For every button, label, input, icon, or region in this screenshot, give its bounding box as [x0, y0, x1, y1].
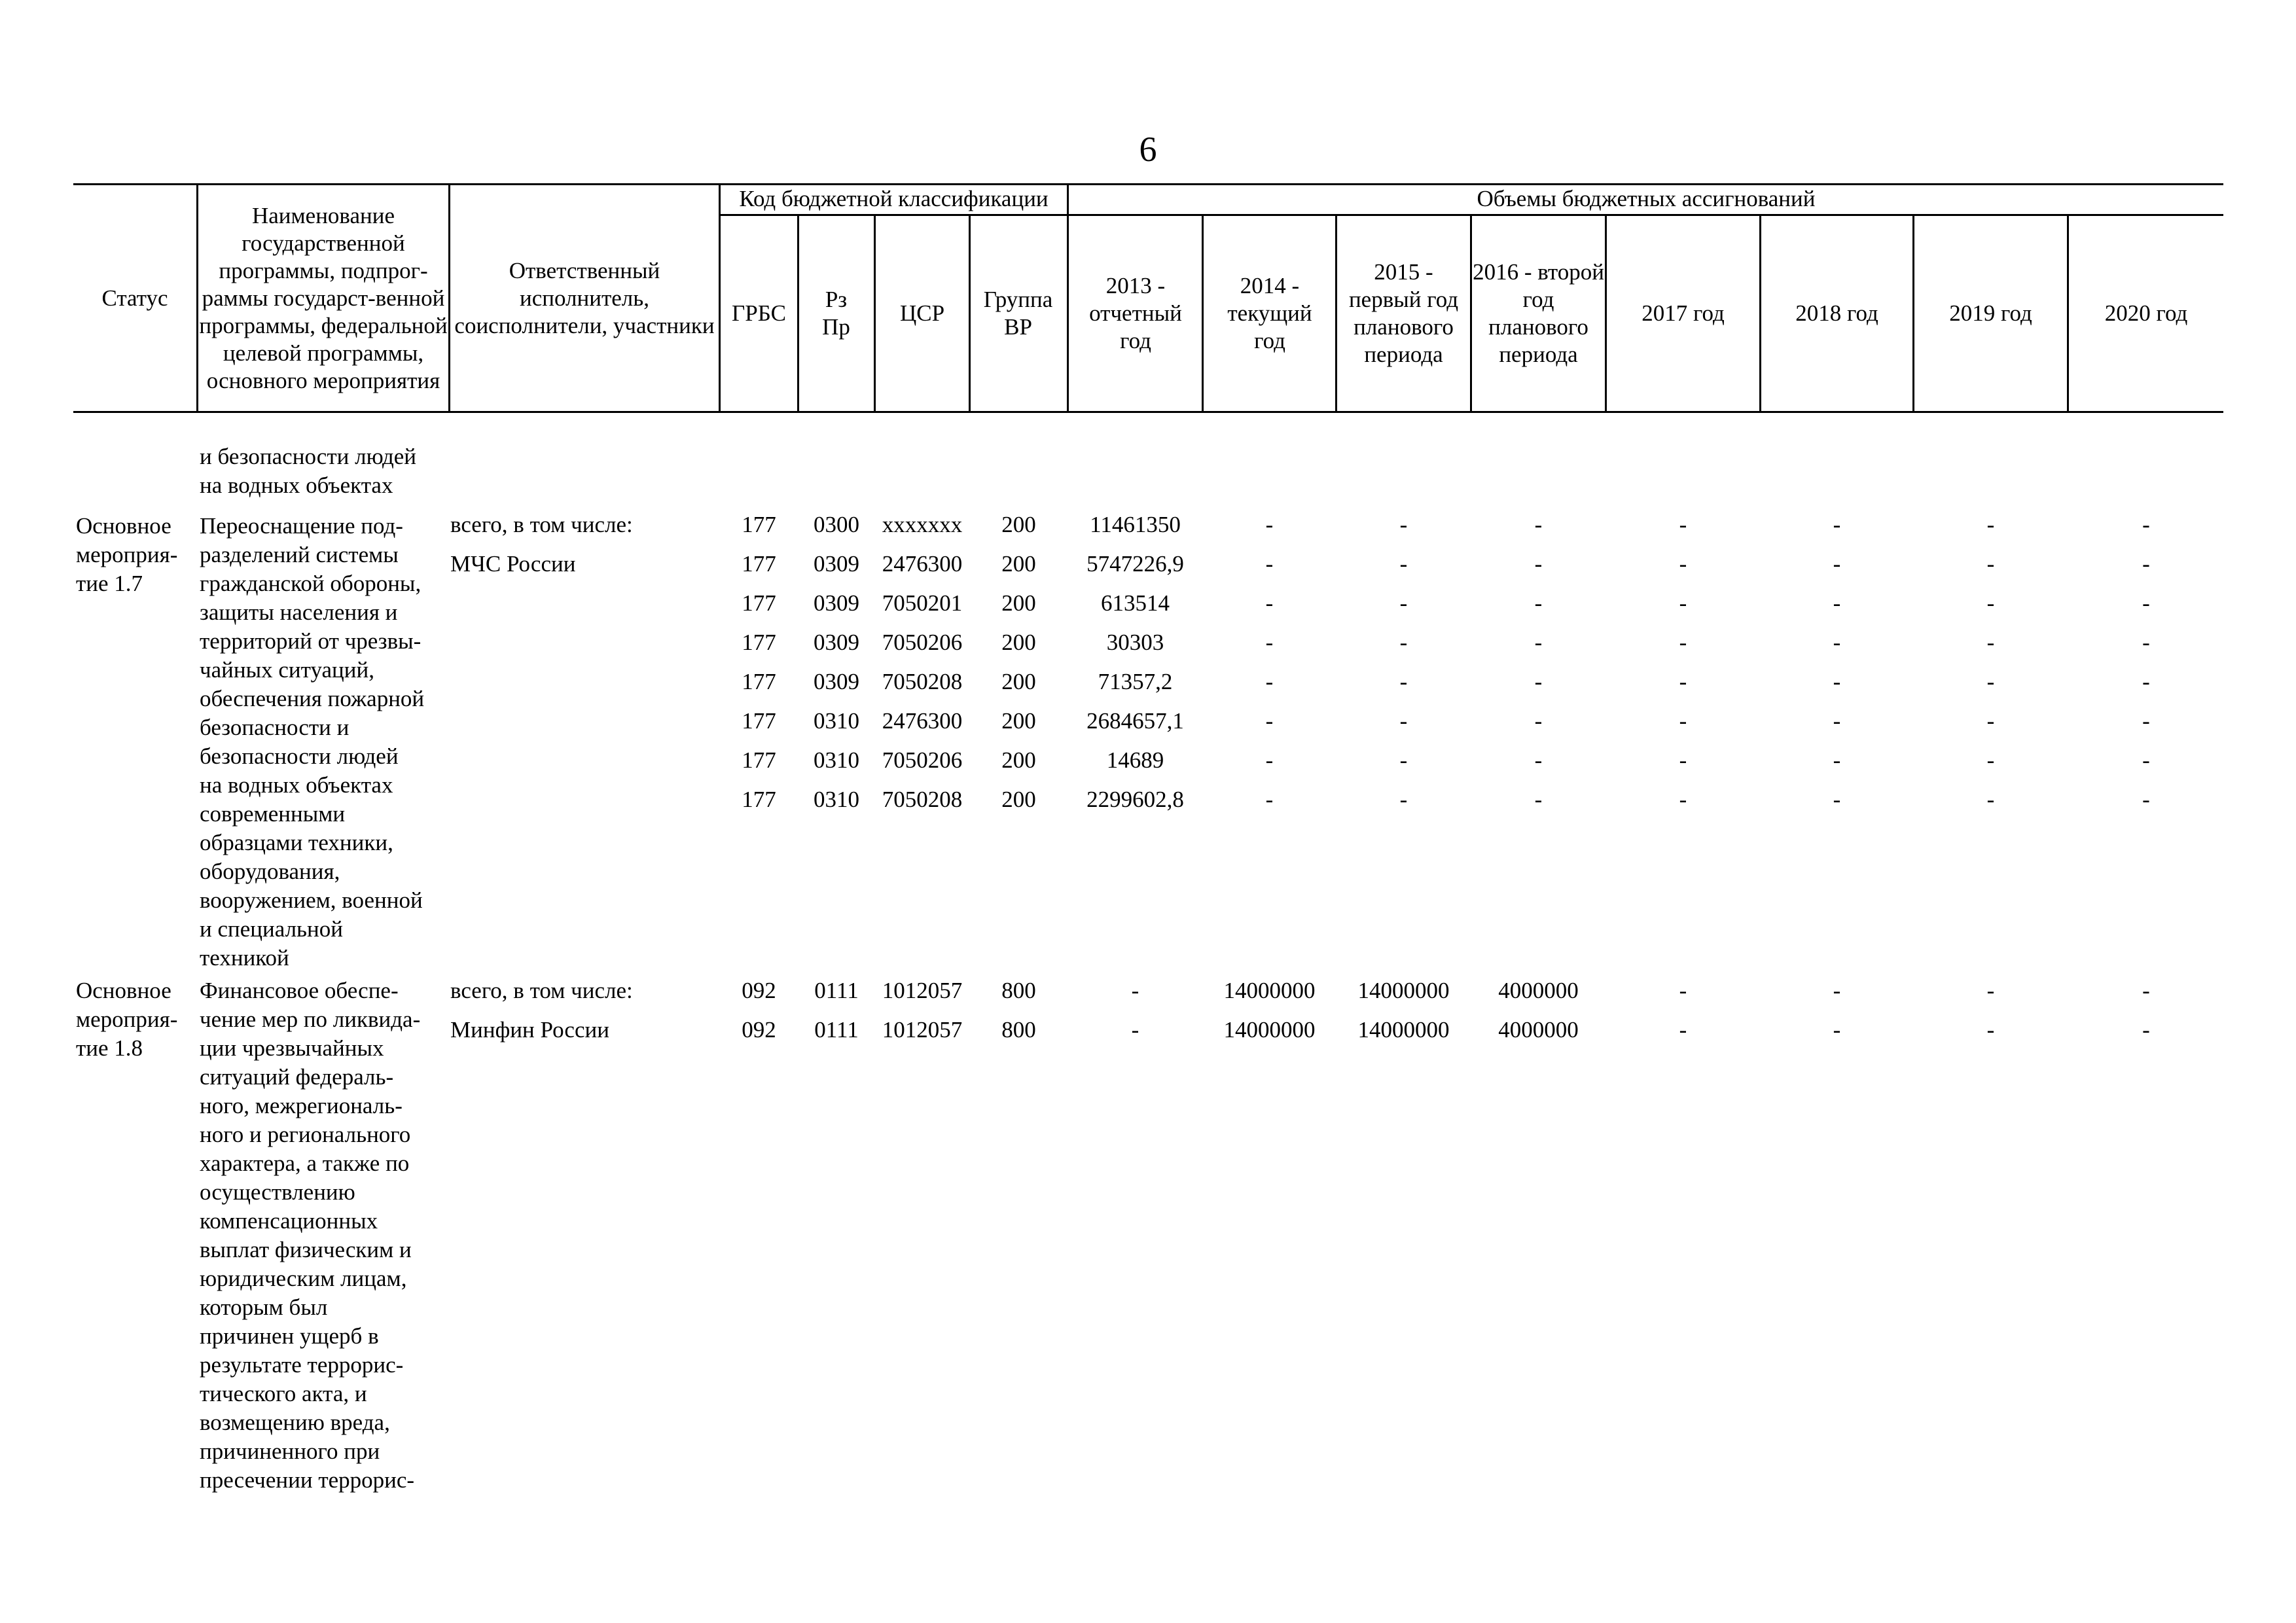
y2013-cell: 14689	[1106, 747, 1164, 773]
vr-cell: 800	[1001, 1017, 1036, 1043]
y2013-cell: -	[1131, 978, 1139, 1003]
section-name: Финансовое обеспе- чение мер по ликвида- ции чрезвычайных ситуаций федераль- ного, межрегиональ- ного и регионального характера, а также по осуществлению компенсационных выплат физическим и юридическим лицам, которым был причинен ущерб в результате террорис- тического акта, и возмещению вреда, причиненного при пресечении террорис-	[200, 978, 421, 1493]
y2013-cell: 2684657,1	[1086, 708, 1184, 734]
y2015-cell: -	[1399, 512, 1408, 537]
responsible-cell: всего, в том числе:	[450, 512, 633, 537]
y2013-cell: 613514	[1101, 590, 1170, 616]
y2015-cell: -	[1399, 747, 1408, 773]
grbs-cell: 177	[742, 630, 776, 655]
y2015-cell: -	[1399, 590, 1408, 616]
header-divider	[969, 214, 971, 412]
y2020-cell: -	[2142, 669, 2150, 694]
header-y2017: 2017 год	[1641, 300, 1725, 326]
page-number: 6	[1139, 130, 1157, 169]
y2016-cell: -	[1534, 708, 1543, 734]
y2013-cell: -	[1131, 1017, 1139, 1043]
header-y2020: 2020 год	[2104, 300, 2188, 326]
responsible-cell: всего, в том числе:	[450, 978, 633, 1003]
y2016-cell: -	[1534, 590, 1543, 616]
y2016-cell: -	[1534, 787, 1543, 812]
y2019-cell: -	[1986, 978, 1995, 1003]
header-rzpr: Рз Пр	[822, 287, 850, 340]
vr-cell: 200	[1001, 669, 1036, 694]
grbs-cell: 092	[742, 978, 776, 1003]
y2016-cell: -	[1534, 512, 1543, 537]
y2019-cell: -	[1986, 747, 1995, 773]
y2017-cell: -	[1679, 551, 1687, 577]
y2013-cell: 71357,2	[1098, 669, 1173, 694]
rzpr-cell: 0310	[814, 747, 859, 773]
continuation-text: и безопасности людей на водных объектах	[200, 444, 417, 498]
y2013-cell: 2299602,8	[1086, 787, 1184, 812]
header-volumes-group: Объемы бюджетных ассигнований	[1477, 186, 1816, 211]
y2020-cell: -	[2142, 551, 2150, 577]
vr-cell: 200	[1001, 551, 1036, 577]
rzpr-cell: 0310	[814, 708, 859, 734]
section-status: Основное мероприя- тие 1.7	[76, 513, 178, 596]
y2018-cell: -	[1833, 978, 1841, 1003]
header-status: Статус	[101, 285, 168, 311]
header-csr: ЦСР	[899, 300, 945, 326]
y2020-cell: -	[2142, 787, 2150, 812]
y2018-cell: -	[1833, 551, 1841, 577]
csr-cell: 7050206	[882, 630, 963, 655]
rzpr-cell: 0111	[814, 978, 859, 1003]
y2020-cell: -	[2142, 512, 2150, 537]
grbs-cell: 177	[742, 590, 776, 616]
y2020-cell: -	[2142, 747, 2150, 773]
header-y2016: 2016 - второй год планового периода	[1473, 259, 1604, 367]
y2014-cell: -	[1265, 747, 1274, 773]
csr-cell: 7050208	[882, 787, 963, 812]
grbs-cell: 177	[742, 512, 776, 537]
csr-cell: 7050201	[882, 590, 963, 616]
vr-cell: 200	[1001, 512, 1036, 537]
csr-cell: 2476300	[882, 708, 963, 734]
responsible-cell: Минфин России	[450, 1017, 609, 1043]
rzpr-cell: 0300	[814, 512, 859, 537]
vr-cell: 200	[1001, 708, 1036, 734]
header-y2019: 2019 год	[1949, 300, 2032, 326]
y2013-cell: 11461350	[1090, 512, 1181, 537]
y2017-cell: -	[1679, 708, 1687, 734]
header-y2014: 2014 - текущий год	[1227, 273, 1312, 353]
y2014-cell: -	[1265, 669, 1274, 694]
rzpr-cell: 0309	[814, 590, 859, 616]
grbs-cell: 177	[742, 708, 776, 734]
y2014-cell: -	[1265, 630, 1274, 655]
y2014-cell: 14000000	[1223, 978, 1316, 1003]
y2019-cell: -	[1986, 512, 1995, 537]
header-rule-bottom	[73, 411, 2223, 413]
header-divider	[797, 214, 799, 412]
csr-cell: ххххххх	[882, 512, 963, 537]
header-divider	[1202, 214, 1204, 412]
header-vr: Группа ВР	[983, 287, 1053, 340]
y2019-cell: -	[1986, 787, 1995, 812]
section-name: Переоснащение под- разделений системы гражданской обороны, защиты населения и территорий от чрезвы- чайных ситуаций, обеспечения пожарной безопасности и безопасности людей на водных объектах современными образцами техники, оборудования, вооружением, военной и специальной техникой	[200, 513, 425, 971]
y2015-cell: -	[1399, 787, 1408, 812]
vr-cell: 200	[1001, 787, 1036, 812]
y2018-cell: -	[1833, 630, 1841, 655]
y2015-cell: -	[1399, 630, 1408, 655]
y2020-cell: -	[2142, 978, 2150, 1003]
section-status: Основное мероприя- тие 1.8	[76, 978, 178, 1061]
y2017-cell: -	[1679, 1017, 1687, 1043]
header-name: Наименование государственной программы, подпрог-раммы государст-венной программы, федеральной целевой программы, основного мероприятия	[199, 202, 448, 393]
header-y2018: 2018 год	[1795, 300, 1878, 326]
y2019-cell: -	[1986, 630, 1995, 655]
y2019-cell: -	[1986, 590, 1995, 616]
y2018-cell: -	[1833, 1017, 1841, 1043]
y2017-cell: -	[1679, 630, 1687, 655]
y2015-cell: -	[1399, 669, 1408, 694]
vr-cell: 200	[1001, 590, 1036, 616]
y2016-cell: -	[1534, 669, 1543, 694]
rzpr-cell: 0309	[814, 551, 859, 577]
rzpr-cell: 0310	[814, 787, 859, 812]
rzpr-cell: 0309	[814, 630, 859, 655]
y2019-cell: -	[1986, 551, 1995, 577]
y2016-cell: 4000000	[1498, 1017, 1579, 1043]
y2014-cell: -	[1265, 512, 1274, 537]
y2015-cell: 14000000	[1357, 978, 1450, 1003]
y2017-cell: -	[1679, 669, 1687, 694]
y2018-cell: -	[1833, 747, 1841, 773]
y2019-cell: -	[1986, 669, 1995, 694]
vr-cell: 200	[1001, 630, 1036, 655]
y2020-cell: -	[2142, 1017, 2150, 1043]
y2018-cell: -	[1833, 708, 1841, 734]
y2018-cell: -	[1833, 590, 1841, 616]
csr-cell: 1012057	[882, 1017, 963, 1043]
y2015-cell: 14000000	[1357, 1017, 1450, 1043]
y2019-cell: -	[1986, 1017, 1995, 1043]
y2017-cell: -	[1679, 512, 1687, 537]
y2014-cell: -	[1265, 551, 1274, 577]
vr-cell: 200	[1001, 747, 1036, 773]
y2016-cell: -	[1534, 630, 1543, 655]
y2018-cell: -	[1833, 512, 1841, 537]
y2020-cell: -	[2142, 630, 2150, 655]
csr-cell: 2476300	[882, 551, 963, 577]
y2017-cell: -	[1679, 787, 1687, 812]
header-divider	[1067, 183, 1069, 412]
header-y2015: 2015 - первый год планового периода	[1348, 259, 1459, 367]
y2015-cell: -	[1399, 708, 1408, 734]
grbs-cell: 177	[742, 551, 776, 577]
y2020-cell: -	[2142, 590, 2150, 616]
csr-cell: 7050208	[882, 669, 963, 694]
y2014-cell: -	[1265, 708, 1274, 734]
y2013-cell: 5747226,9	[1086, 551, 1184, 577]
y2013-cell: 30303	[1106, 630, 1164, 655]
y2018-cell: -	[1833, 787, 1841, 812]
responsible-cell: МЧС России	[450, 551, 576, 577]
y2020-cell: -	[2142, 708, 2150, 734]
y2014-cell: -	[1265, 590, 1274, 616]
rzpr-cell: 0309	[814, 669, 859, 694]
csr-cell: 1012057	[882, 978, 963, 1003]
y2016-cell: -	[1534, 747, 1543, 773]
y2017-cell: -	[1679, 590, 1687, 616]
header-grbs: ГРБС	[732, 300, 786, 326]
y2017-cell: -	[1679, 747, 1687, 773]
grbs-cell: 177	[742, 787, 776, 812]
header-y2013: 2013 - отчетный год	[1089, 273, 1182, 353]
y2019-cell: -	[1986, 708, 1995, 734]
rzpr-cell: 0111	[814, 1017, 859, 1043]
csr-cell: 7050206	[882, 747, 963, 773]
y2015-cell: -	[1399, 551, 1408, 577]
header-code-group: Код бюджетной классификации	[739, 186, 1049, 211]
y2018-cell: -	[1833, 669, 1841, 694]
y2017-cell: -	[1679, 978, 1687, 1003]
y2016-cell: 4000000	[1498, 978, 1579, 1003]
header-responsible: Ответственный исполнитель, соисполнители, участники	[454, 257, 715, 338]
grbs-cell: 092	[742, 1017, 776, 1043]
y2014-cell: -	[1265, 787, 1274, 812]
y2014-cell: 14000000	[1223, 1017, 1316, 1043]
grbs-cell: 177	[742, 669, 776, 694]
grbs-cell: 177	[742, 747, 776, 773]
y2016-cell: -	[1534, 551, 1543, 577]
vr-cell: 800	[1001, 978, 1036, 1003]
